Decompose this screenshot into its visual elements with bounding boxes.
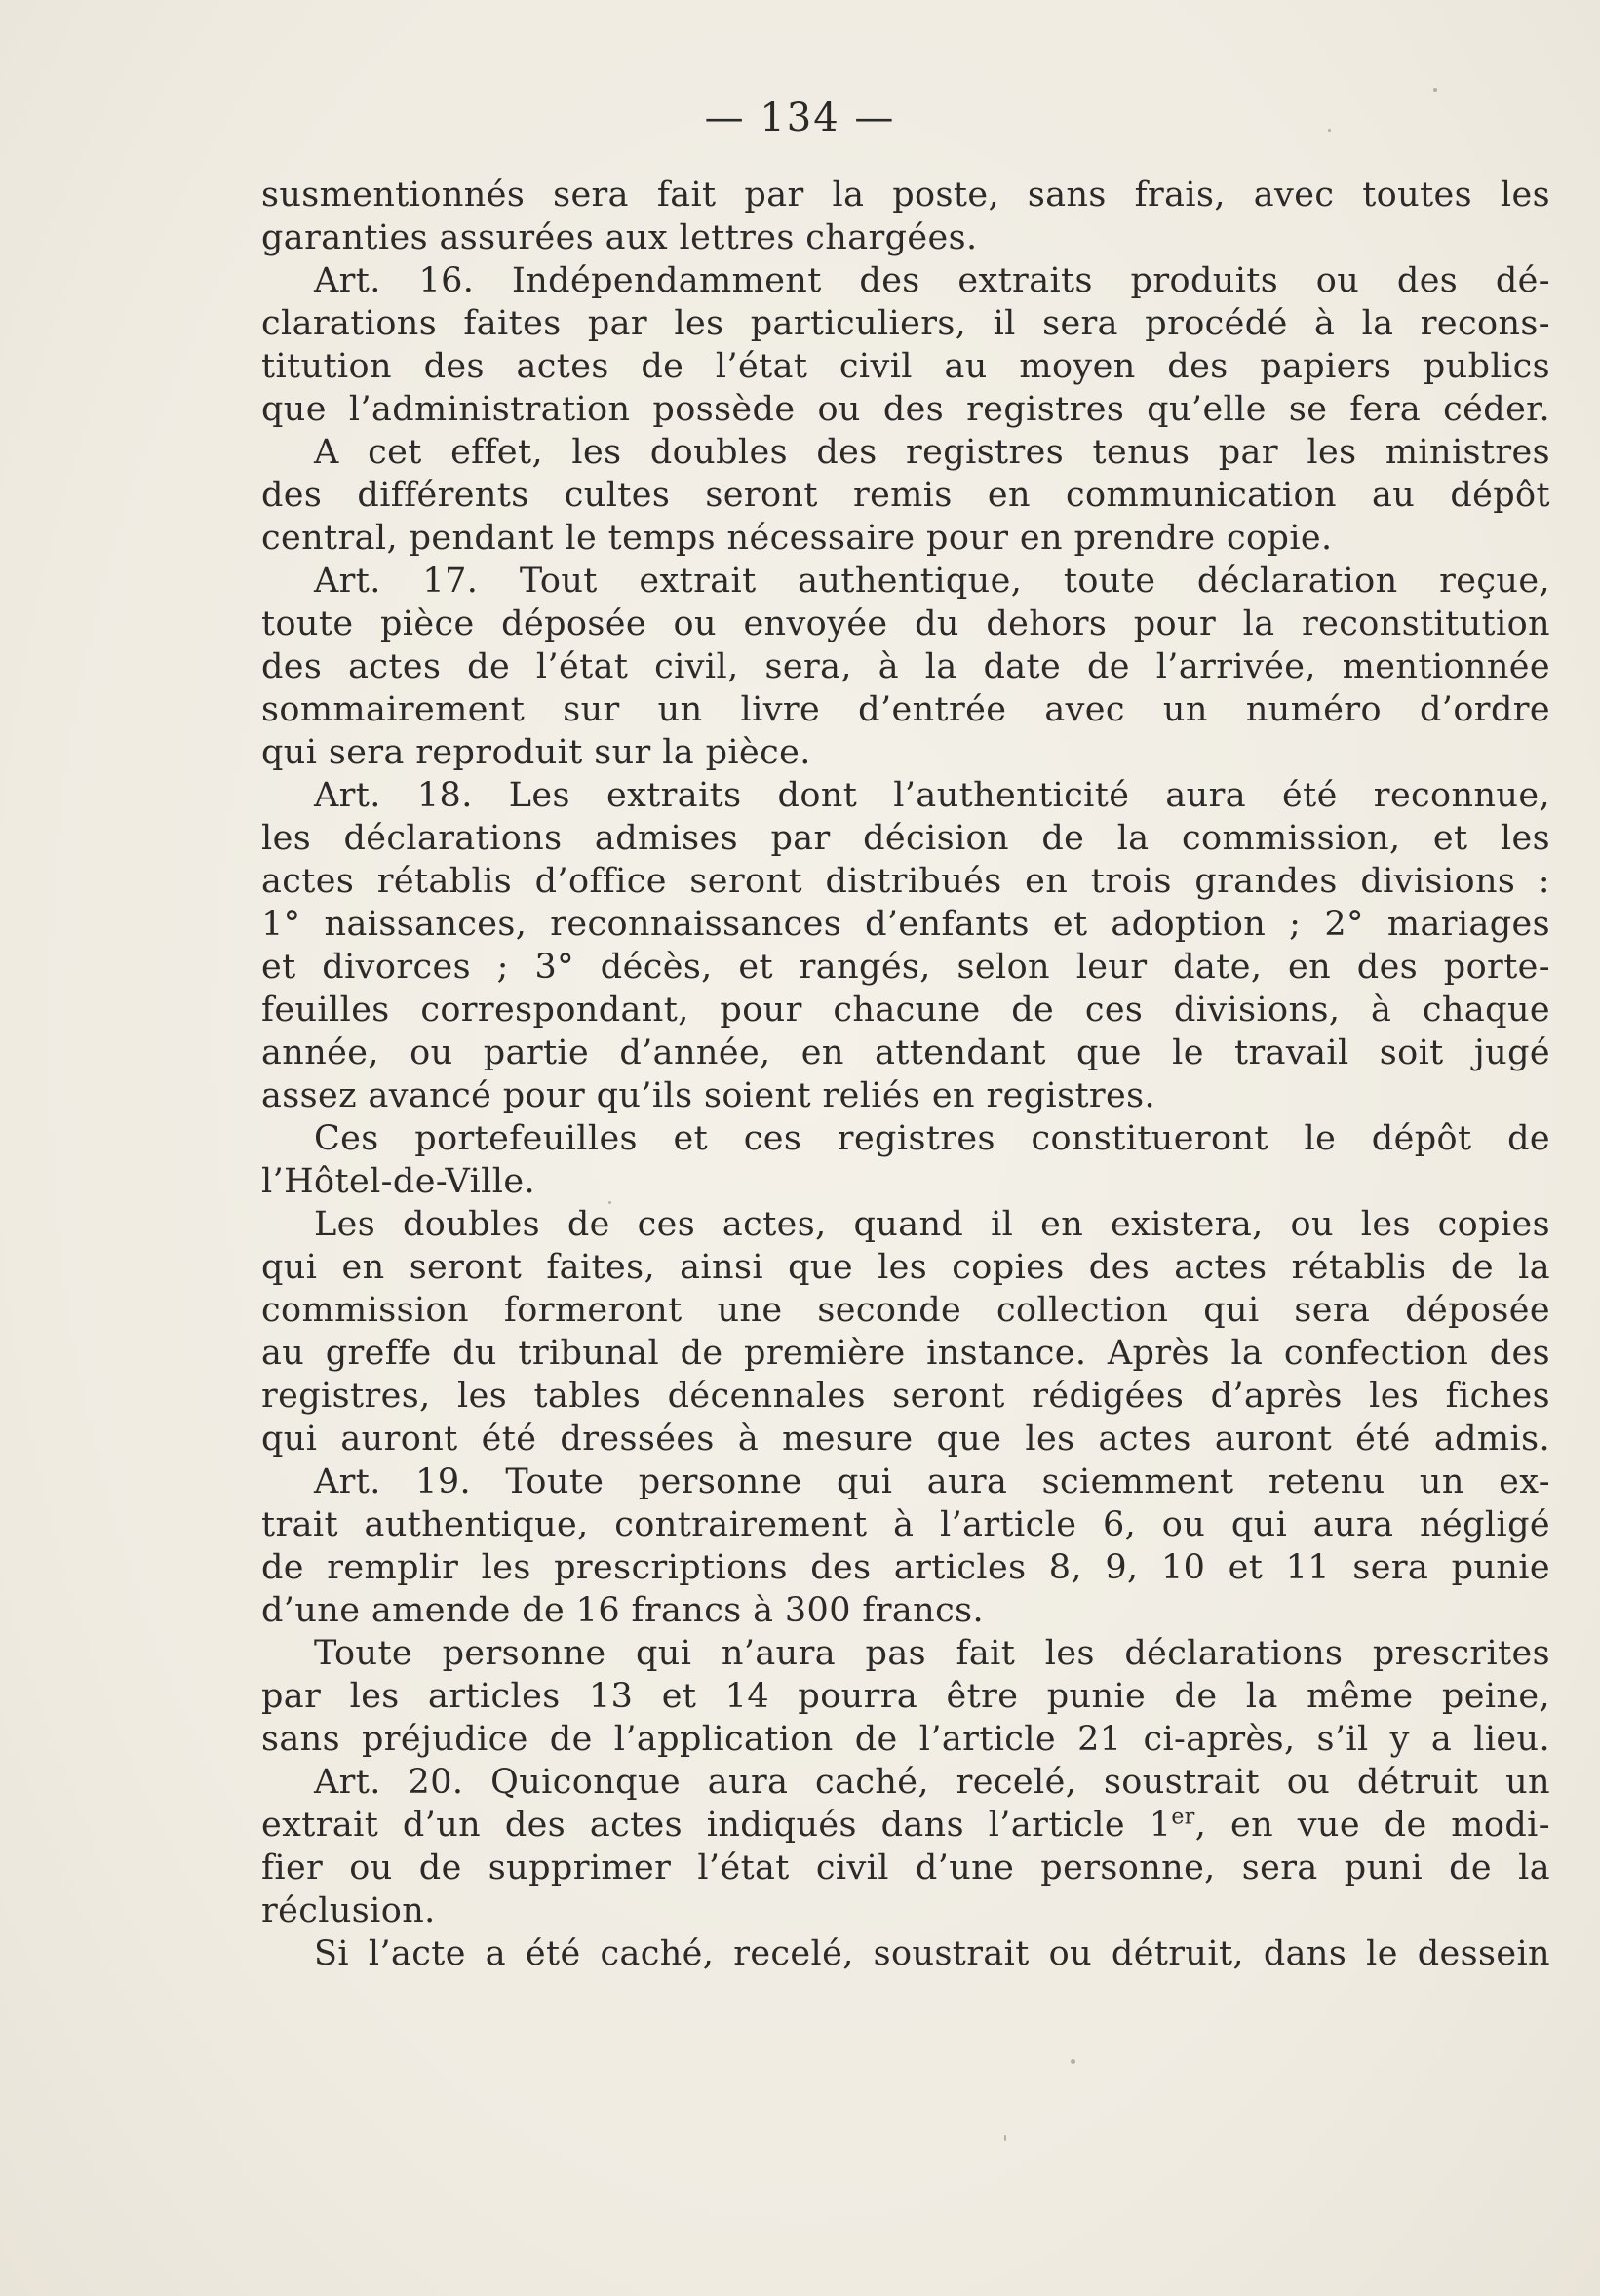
text-line: d’une amende de 16 francs à 300 francs. [261,1591,984,1630]
text-line: au greffe du tribunal de première instance. Après la confection des [261,1334,1550,1373]
text-line: extrait d’un des actes indiqués dans l’article 1er, en vue de modi- [261,1805,1550,1845]
text-line: par les articles 13 et 14 pourra être punie de la même peine, [261,1677,1550,1716]
text-line: Art. 19. Toute personne qui aura sciemment retenu un ex- [314,1462,1550,1501]
text-line: trait authentique, contrairement à l’article 6, ou qui aura négligé [261,1505,1550,1544]
text-line: des actes de l’état civil, sera, à la date de l’arrivée, mentionnée [261,647,1550,686]
text-line: registres, les tables décennales seront rédigées d’après les fiches [261,1377,1550,1416]
text-line: A cet effet, les doubles des registres tenus par les ministres [314,433,1550,472]
text-line: et divorces ; 3° décès, et rangés, selon leur date, en des porte- [261,948,1550,987]
text-line: Si l’acte a été caché, recelé, soustrait ou détruit, dans le dessein [314,1934,1550,1973]
text-line: Art. 17. Tout extrait authentique, toute déclaration reçue, [314,562,1550,601]
text-line: assez avancé pour qu’ils soient reliés en registres. [261,1076,1156,1115]
body-text [261,174,1550,1975]
paper-speck [1433,88,1437,92]
text-line: central, pendant le temps nécessaire pour en prendre copie. [261,519,1333,558]
text-line: réclusion. [261,1891,436,1930]
text-line: sans préjudice de l’application de l’article 21 ci-après, s’il y a lieu. [261,1720,1550,1759]
text-line: garanties assurées aux lettres chargées. [261,218,978,257]
text-line: Art. 18. Les extraits dont l’authenticité aura été reconnue, [314,776,1550,815]
text-line: les déclarations admises par décision de la commission, et les [261,819,1550,858]
paper-speck [608,1201,611,1204]
text-line: Art. 20. Quiconque aura caché, recelé, soustrait ou détruit un [314,1763,1550,1802]
text-line: sommairement sur un livre d’entrée avec un numéro d’ordre [261,690,1550,729]
text-line: qui en seront faites, ainsi que les copies des actes rétablis de la [261,1248,1550,1287]
text-line: clarations faites par les particuliers, il sera procédé à la recons- [261,304,1550,343]
text-line: que l’administration possède ou des registres qu’elle se fera céder. [261,390,1550,429]
text-line: Toute personne qui n’aura pas fait les déclarations prescrites [314,1634,1550,1673]
text-line: des différents cultes seront remis en communication au dépôt [261,476,1550,515]
text-line: commission formeront une seconde collection qui sera déposée [261,1291,1550,1330]
text-line: actes rétablis d’office seront distribués en trois grandes divisions : [261,862,1550,901]
text-line: l’Hôtel-de-Ville. [261,1162,535,1201]
text-line: Ces portefeuilles et ces registres constitueront le dépôt de [314,1119,1550,1158]
text-line: qui auront été dressées à mesure que les actes auront été admis. [261,1420,1550,1459]
paper-speck [1071,2059,1075,2064]
text-line: Les doubles de ces actes, quand il en existera, ou les copies [314,1205,1550,1244]
text-line: qui sera reproduit sur la pièce. [261,733,811,772]
text-line: feuilles correspondant, pour chacune de ces divisions, à chaque [261,991,1550,1030]
text-line: 1° naissances, reconnaissances d’enfants et adoption ; 2° mariages [261,905,1550,944]
page-number: — 134 — [704,96,896,140]
text-line: titution des actes de l’état civil au moyen des papiers publics [261,347,1550,386]
text-line: année, ou partie d’année, en attendant que le travail soit jugé [261,1033,1550,1072]
paper-speck [1328,129,1331,132]
text-line: fier ou de supprimer l’état civil d’une personne, sera puni de la [261,1848,1550,1887]
paper-speck [1004,2135,1006,2141]
text-line: Art. 16. Indépendamment des extraits produits ou des dé- [314,261,1550,300]
text-line: de remplir les prescriptions des articles 8, 9, 10 et 11 sera punie [261,1548,1550,1587]
text-line: toute pièce déposée ou envoyée du dehors pour la reconstitution [261,604,1550,643]
text-line: susmentionnés sera fait par la poste, sans frais, avec toutes les [261,175,1550,214]
